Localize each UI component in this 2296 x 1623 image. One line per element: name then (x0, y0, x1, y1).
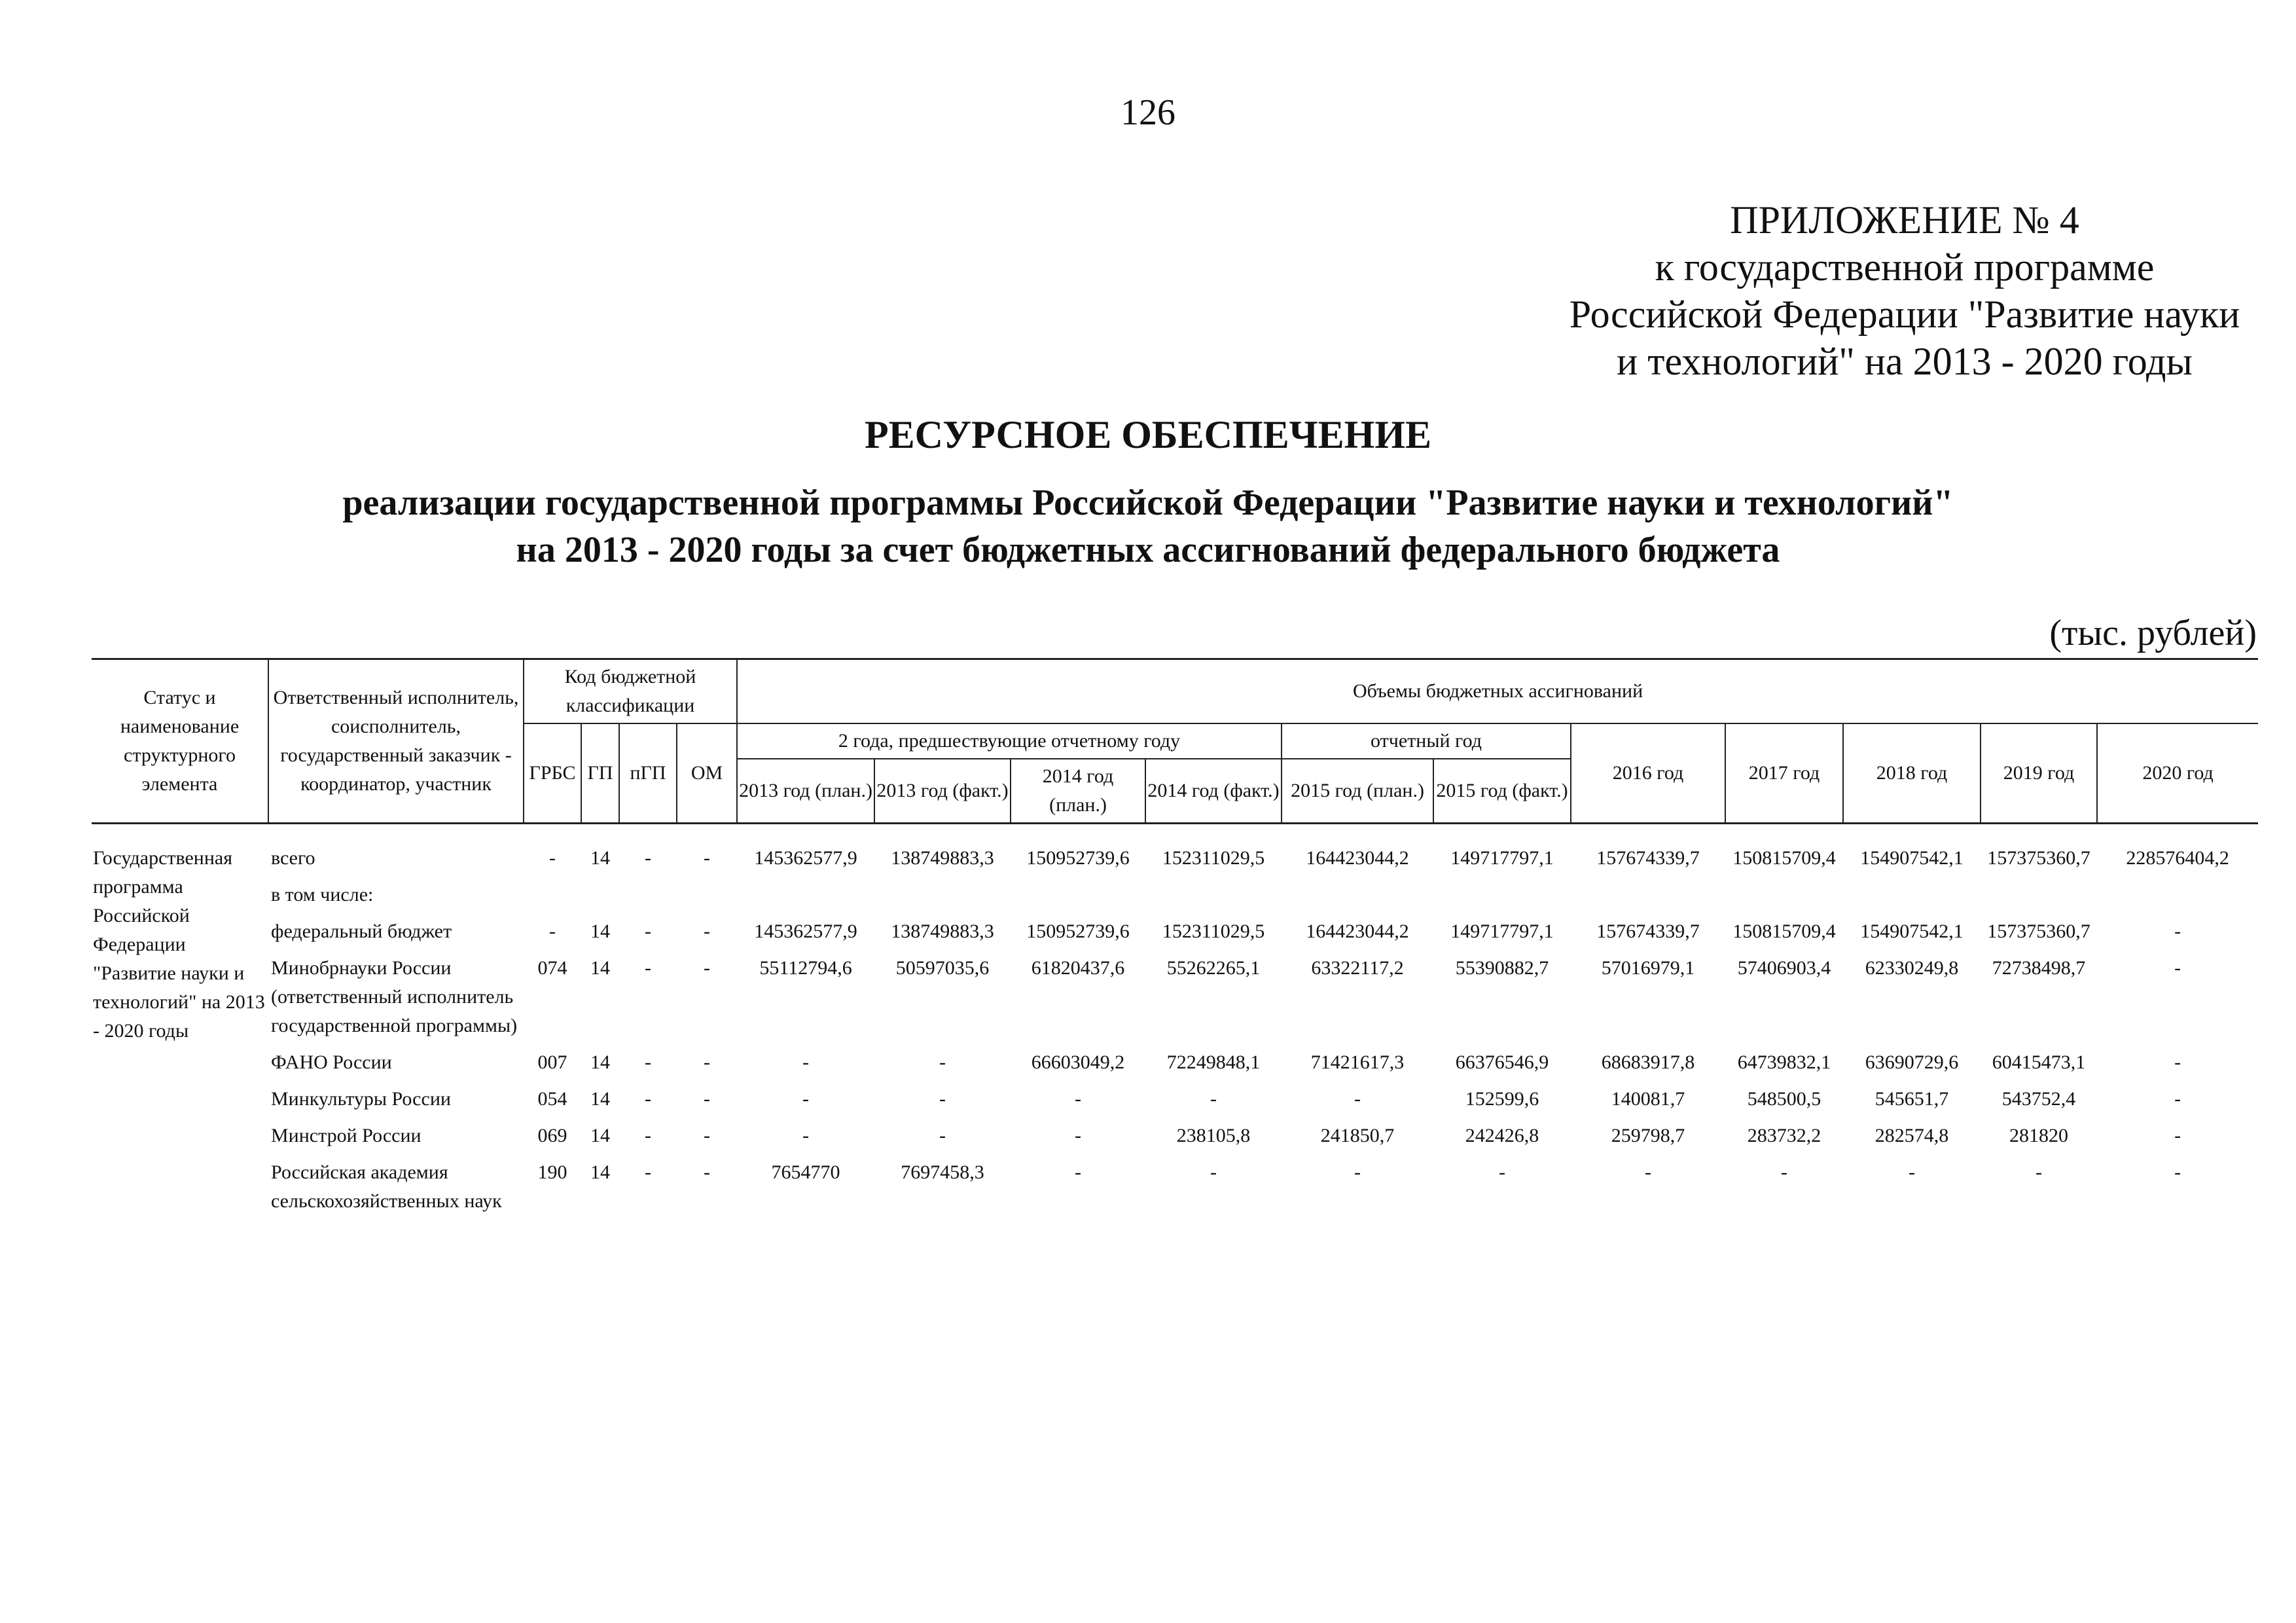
code-pgp-cell: - (645, 957, 651, 979)
code-gp-cell: 14 (590, 1088, 610, 1110)
code-grbs-cell: 054 (537, 1088, 567, 1110)
value-cell: 145362577,9 (754, 847, 857, 869)
value-cell (1843, 877, 1981, 913)
code-om-cell: - (704, 957, 711, 979)
executor-cell: федеральный бюджет (271, 921, 452, 942)
value-cell: 150815709,4 (1732, 921, 1836, 942)
value-cell: - (1354, 1161, 1361, 1183)
table-row (92, 913, 2258, 950)
code-pgp-cell: - (645, 847, 651, 869)
table-row (92, 1154, 2258, 1220)
value-cell: 157674339,7 (1596, 847, 1700, 869)
header-executor: Ответственный исполнитель, соисполнитель, государственный заказчик - координатор, участник (268, 659, 524, 824)
executor-cell: Российская академия сельскохозяйственных наук (271, 1161, 502, 1212)
value-cell: - (2174, 957, 2181, 979)
header-status: Статус и наименование структурного элемента (92, 659, 268, 824)
header-report-year: отчетный год (1282, 723, 1571, 759)
value-cell: 66603049,2 (1031, 1051, 1125, 1073)
table-row (92, 1081, 2258, 1118)
code-gp-cell (581, 877, 619, 913)
value-cell: 57016979,1 (1601, 957, 1695, 979)
value-cell: 64739832,1 (1737, 1051, 1831, 1073)
appendix-block (1538, 196, 2271, 385)
value-cell: 281820 (2009, 1125, 2069, 1146)
code-om-cell: - (704, 1125, 711, 1146)
value-cell: 55112794,6 (759, 957, 852, 979)
document-title: РЕСУРСНОЕ ОБЕСПЕЧЕНИЕ (864, 413, 1432, 456)
value-cell: 68683917,8 (1601, 1051, 1695, 1073)
executor-cell: Минстрой России (271, 1125, 422, 1146)
code-gp-cell: 14 (590, 1161, 610, 1183)
value-cell (2097, 877, 2258, 913)
value-cell: 72738498,7 (1992, 957, 2086, 979)
value-cell: - (1781, 1161, 1788, 1183)
value-cell (737, 877, 874, 913)
value-cell: - (939, 1125, 946, 1146)
table-row (92, 824, 2258, 877)
code-pgp-cell: - (645, 1051, 651, 1073)
value-cell: 543752,4 (2001, 1088, 2076, 1110)
value-cell: 150952739,6 (1026, 921, 1130, 942)
value-cell: - (2036, 1161, 2043, 1183)
header-prev-two-years: 2 года, предшествующие отчетному году (737, 723, 1282, 759)
code-grbs-cell: 190 (537, 1161, 567, 1183)
value-cell: 63322117,2 (1311, 957, 1404, 979)
code-pgp-cell: - (645, 1088, 651, 1110)
header-2016: 2016 год (1571, 723, 1725, 824)
header-2017: 2017 год (1725, 723, 1843, 824)
value-cell: 72249848,1 (1166, 1051, 1261, 1073)
value-cell: 228576404,2 (2126, 847, 2229, 869)
table-row (92, 1044, 2258, 1081)
value-cell: - (2174, 1088, 2181, 1110)
value-cell: - (2174, 1125, 2181, 1146)
value-cell: 7697458,3 (901, 1161, 984, 1183)
code-om-cell: - (704, 1161, 711, 1183)
appendix-line: Российской Федерации "Развитие науки (1569, 293, 2240, 336)
executor-cell: Минкультуры России (271, 1088, 451, 1110)
code-grbs-cell: 069 (537, 1125, 567, 1146)
value-cell: 545651,7 (1874, 1088, 1949, 1110)
code-om-cell: - (704, 1051, 711, 1073)
appendix-line: и технологий" на 2013 - 2020 годы (1617, 340, 2193, 383)
value-cell: 238105,8 (1176, 1125, 1251, 1146)
value-cell: 152311029,5 (1162, 921, 1265, 942)
appendix-line: к государственной программе (1655, 246, 2155, 289)
executor-cell: в том числе: (271, 884, 374, 905)
value-cell: 152311029,5 (1162, 847, 1265, 869)
value-cell: - (1499, 1161, 1506, 1183)
value-cell: 149717797,1 (1450, 847, 1554, 869)
value-cell: 282574,8 (1874, 1125, 1949, 1146)
code-om-cell (677, 877, 737, 913)
value-cell: 145362577,9 (754, 921, 857, 942)
value-cell: 60415473,1 (1992, 1051, 2086, 1073)
value-cell: 7654770 (771, 1161, 840, 1183)
value-cell: - (2174, 1161, 2181, 1183)
value-cell: - (1645, 1161, 1652, 1183)
value-cell (1145, 877, 1282, 913)
value-cell: 63690729,6 (1865, 1051, 1959, 1073)
value-cell: 164423044,2 (1306, 921, 1409, 942)
value-cell: 157674339,7 (1596, 921, 1700, 942)
value-cell (1725, 877, 1843, 913)
code-pgp-cell: - (645, 1161, 651, 1183)
value-cell: 242426,8 (1465, 1125, 1539, 1146)
value-cell: 140081,7 (1611, 1088, 1685, 1110)
subtitle-line: реализации государственной программы Российской Федерации "Развитие науки и технологий" (342, 483, 1954, 523)
value-cell: 55262265,1 (1166, 957, 1261, 979)
code-om-cell: - (704, 921, 711, 942)
value-cell: 241850,7 (1320, 1125, 1395, 1146)
units-label: (тыс. рублей) (2049, 613, 2257, 653)
code-grbs-cell: - (549, 921, 556, 942)
status-cell: Государственная программа Российской Федерации "Развитие науки и технологий" на 2013 - 2020 годы (93, 847, 265, 1042)
value-cell: 548500,5 (1747, 1088, 1821, 1110)
header-2013-fact: 2013 год (факт.) (874, 759, 1011, 824)
value-cell: 50597035,6 (895, 957, 990, 979)
code-gp-cell: 14 (590, 847, 610, 869)
header-2014-plan: 2014 год (план.) (1011, 759, 1145, 824)
value-cell: 283732,2 (1747, 1125, 1821, 1146)
header-pgp: пГП (619, 723, 677, 824)
code-om-cell: - (704, 1088, 711, 1110)
value-cell: 152599,6 (1465, 1088, 1539, 1110)
value-cell: - (1075, 1161, 1082, 1183)
code-om-cell: - (704, 847, 711, 869)
header-volumes: Объемы бюджетных ассигнований (737, 659, 2258, 724)
value-cell: 149717797,1 (1450, 921, 1554, 942)
document-subtitle (0, 479, 2296, 574)
value-cell: - (939, 1088, 946, 1110)
code-pgp-cell: - (645, 1125, 651, 1146)
value-cell (1981, 877, 2097, 913)
value-cell: - (1210, 1088, 1217, 1110)
value-cell (874, 877, 1011, 913)
value-cell (1433, 877, 1571, 913)
value-cell: 150952739,6 (1026, 847, 1130, 869)
header-2018: 2018 год (1843, 723, 1981, 824)
header-gp: ГП (581, 723, 619, 824)
value-cell: - (802, 1088, 810, 1110)
value-cell: 154907542,1 (1860, 921, 1964, 942)
value-cell: 71421617,3 (1310, 1051, 1405, 1073)
value-cell: - (1075, 1088, 1082, 1110)
value-cell: - (1075, 1125, 1082, 1146)
header-grbs: ГРБС (524, 723, 581, 824)
value-cell (1571, 877, 1725, 913)
header-budget-code: Код бюджетной классификации (524, 659, 737, 724)
value-cell: 150815709,4 (1732, 847, 1836, 869)
header-2014-fact: 2014 год (факт.) (1145, 759, 1282, 824)
header-2015-fact: 2015 год (факт.) (1433, 759, 1571, 824)
executor-cell: всего (271, 847, 315, 869)
value-cell: - (802, 1125, 810, 1146)
value-cell: - (802, 1051, 810, 1073)
subtitle-line: на 2013 - 2020 годы за счет бюджетных ассигнований федерального бюджета (516, 530, 1780, 570)
value-cell: 259798,7 (1611, 1125, 1685, 1146)
code-grbs-cell (524, 877, 581, 913)
header-2020: 2020 год (2097, 723, 2258, 824)
code-pgp-cell (619, 877, 677, 913)
value-cell: 66376546,9 (1455, 1051, 1549, 1073)
value-cell: - (1210, 1161, 1217, 1183)
value-cell: 154907542,1 (1860, 847, 1964, 869)
executor-cell: Минобрнауки России (ответственный исполнитель государственной программы) (271, 957, 518, 1036)
table-row (92, 1118, 2258, 1154)
value-cell: 164423044,2 (1306, 847, 1409, 869)
value-cell: 138749883,3 (891, 847, 994, 869)
value-cell: - (1354, 1088, 1361, 1110)
code-grbs-cell: 074 (537, 957, 567, 979)
value-cell: 61820437,6 (1031, 957, 1125, 979)
appendix-title: ПРИЛОЖЕНИЕ № 4 (1730, 198, 2079, 242)
executor-cell: ФАНО России (271, 1051, 392, 1073)
header-2015-plan: 2015 год (план.) (1282, 759, 1433, 824)
code-grbs-cell: 007 (537, 1051, 567, 1073)
value-cell: 157375360,7 (1987, 847, 2090, 869)
value-cell: - (1909, 1161, 1916, 1183)
page-number: 126 (1121, 92, 1175, 133)
code-gp-cell: 14 (590, 921, 610, 942)
resource-table (92, 658, 2258, 1220)
header-2013-plan: 2013 год (план.) (737, 759, 874, 824)
code-gp-cell: 14 (590, 1051, 610, 1073)
value-cell: 157375360,7 (1987, 921, 2090, 942)
value-cell: 57406903,4 (1737, 957, 1831, 979)
value-cell: - (2174, 921, 2181, 942)
code-grbs-cell: - (549, 847, 556, 869)
table-row (92, 950, 2258, 1044)
value-cell: 55390882,7 (1455, 957, 1549, 979)
value-cell: - (2174, 1051, 2181, 1073)
value-cell (1011, 877, 1145, 913)
code-gp-cell: 14 (590, 957, 610, 979)
value-cell: 62330249,8 (1865, 957, 1959, 979)
table-row (92, 877, 2258, 913)
value-cell (1282, 877, 1433, 913)
value-cell: 138749883,3 (891, 921, 994, 942)
value-cell: - (939, 1051, 946, 1073)
code-gp-cell: 14 (590, 1125, 610, 1146)
code-pgp-cell: - (645, 921, 651, 942)
header-om: ОМ (677, 723, 737, 824)
header-2019: 2019 год (1981, 723, 2097, 824)
